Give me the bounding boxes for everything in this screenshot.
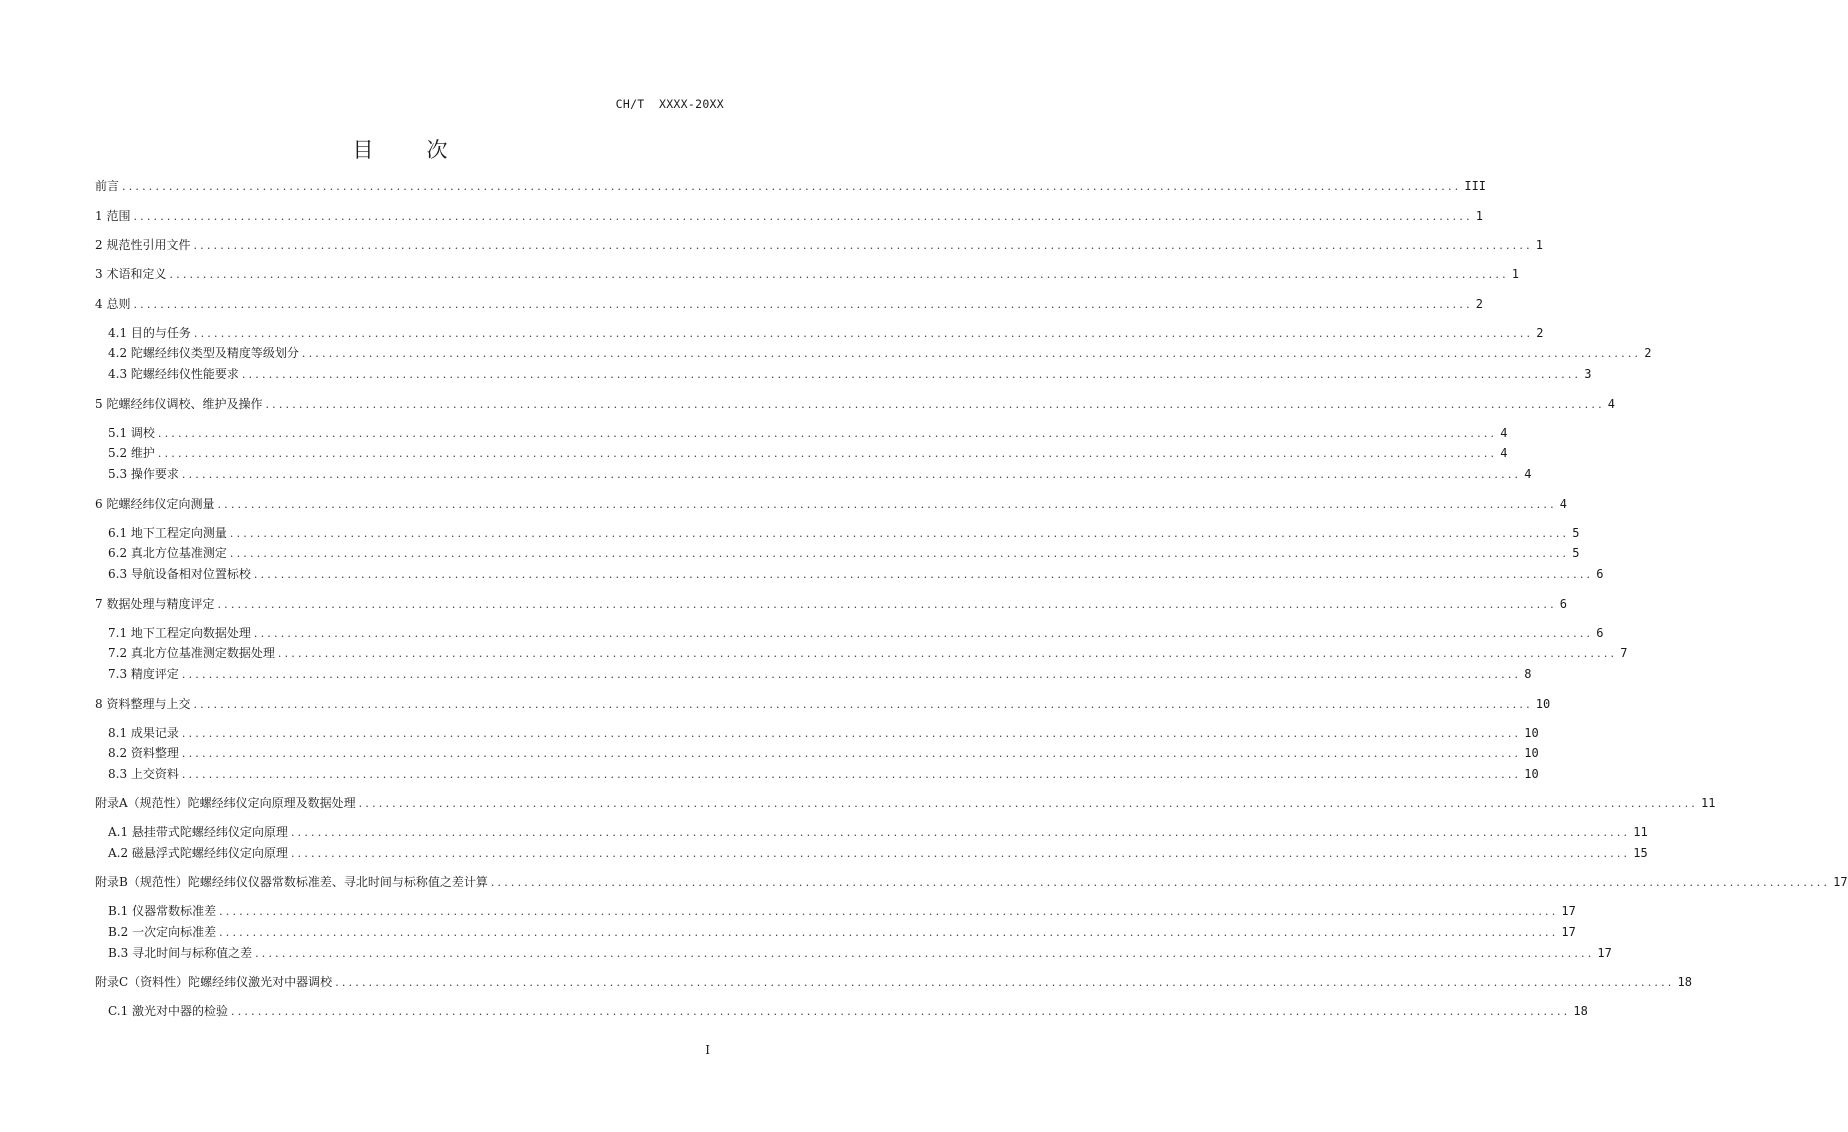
toc-dot-leader: ........................................................................................................................................................................................................ [217, 498, 1557, 511]
toc-dot-leader: ........................................................................................................................................................................................................ [217, 598, 1557, 611]
toc-entry-page: 4 [1524, 467, 1532, 481]
toc-entry-page: 2 [1644, 346, 1652, 360]
toc-entry[interactable] [108, 444, 1508, 462]
toc-entry[interactable] [108, 644, 1628, 662]
toc-entry-page: 18 [1677, 975, 1692, 989]
toc-dot-leader: ........................................................................................................................................................................................................ [231, 1005, 1571, 1018]
toc-entry-label: 附录A（规范性）陀螺经纬仪定向原理及数据处理 [95, 796, 356, 810]
toc-entry-label: B.3 寻北时间与标称值之差 [108, 946, 253, 960]
toc-entry-label: 5.3 操作要求 [108, 467, 179, 481]
toc-entry-page: 4 [1607, 397, 1616, 411]
toc-entry-label: 8.2 资料整理 [108, 746, 179, 760]
toc-entry[interactable] [108, 724, 1539, 742]
toc-entry-page: 4 [1500, 426, 1508, 440]
toc-entry[interactable] [108, 365, 1592, 383]
toc-entry-page: 4 [1500, 446, 1508, 460]
toc-entry-page: III [1464, 179, 1487, 193]
toc-entry-page: 10 [1524, 746, 1539, 760]
toc-entry[interactable] [95, 177, 1487, 195]
toc-dot-leader: ........................................................................................................................................................................................................ [157, 427, 1498, 440]
toc-entry[interactable] [95, 295, 1484, 313]
toc-dot-leader: ........................................................................................................................................................................................................ [181, 747, 1522, 760]
toc-entry-label: 7.3 精度评定 [108, 667, 179, 681]
toc-entry-label: A.1 悬挂带式陀螺经纬仪定向原理 [108, 825, 288, 839]
toc-entry[interactable] [108, 465, 1532, 483]
toc-dot-leader: ........................................................................................................................................................................................................ [290, 847, 1631, 860]
toc-entry-label: 4.2 陀螺经纬仪类型及精度等级划分 [108, 346, 299, 360]
toc-entry[interactable] [108, 944, 1612, 962]
toc-entry-page: 11 [1633, 825, 1648, 839]
toc-entry-page: 11 [1701, 796, 1716, 810]
toc-entry[interactable] [108, 923, 1576, 941]
header-code: CH/T XXXX-20XX [615, 97, 724, 111]
toc-dot-leader: ........................................................................................................................................................................................................ [229, 547, 1570, 560]
toc-entry[interactable] [108, 744, 1539, 762]
toc-entry[interactable] [108, 544, 1580, 562]
toc-entry-label: 6.1 地下工程定向测量 [108, 526, 227, 540]
toc-entry-page: 10 [1524, 767, 1539, 781]
toc-entry-page: 17 [1561, 925, 1576, 939]
toc-dot-leader: ........................................................................................................................................................................................................ [169, 268, 1509, 281]
toc-entry[interactable] [95, 207, 1484, 225]
toc-dot-leader: ........................................................................................................................................................................................................ [133, 210, 1473, 223]
toc-entry-page: 15 [1633, 846, 1648, 860]
toc-entry[interactable] [95, 395, 1616, 413]
toc-entry[interactable] [95, 595, 1568, 613]
toc-dot-leader: ........................................................................................................................................................................................................ [253, 627, 1594, 640]
toc-entry-page: 6 [1596, 567, 1604, 581]
toc-entry[interactable] [95, 236, 1544, 254]
toc-entry[interactable] [108, 324, 1544, 342]
toc-dot-leader: ........................................................................................................................................................................................................ [255, 947, 1595, 960]
toc-entry-page: 17 [1597, 946, 1612, 960]
toc-dot-leader: ........................................................................................................................................................................................................ [490, 876, 1831, 889]
toc-entry-label: 6.3 导航设备相对位置标校 [108, 567, 251, 581]
toc-dot-leader: ........................................................................................................................................................................................................ [358, 797, 1698, 810]
toc-dot-leader: ........................................................................................................................................................................................................ [181, 468, 1522, 481]
toc-entry-label: 8.1 成果记录 [108, 726, 179, 740]
toc-entry[interactable] [108, 565, 1604, 583]
toc-entry-label: 5 陀螺经纬仪调校、维护及操作 [95, 397, 263, 411]
toc-dot-leader: ........................................................................................................................................................................................................ [122, 180, 1462, 193]
toc-entry-label: 附录C（资料性）陀螺经纬仪激光对中器调校 [95, 975, 333, 989]
toc-entry-page: 18 [1573, 1004, 1588, 1018]
page-number: I [705, 1043, 710, 1057]
toc-dot-leader: ........................................................................................................................................................................................................ [193, 698, 1533, 711]
toc-dot-leader: ........................................................................................................................................................................................................ [181, 768, 1522, 781]
toc-entry-label: 6 陀螺经纬仪定向测量 [95, 497, 215, 511]
toc-dot-leader: ........................................................................................................................................................................................................ [181, 727, 1522, 740]
toc-entry-label: A.2 磁悬浮式陀螺经纬仪定向原理 [108, 846, 288, 860]
toc-entry[interactable] [108, 765, 1539, 783]
toc-entry[interactable] [108, 665, 1532, 683]
toc-entry-page: 8 [1524, 667, 1532, 681]
toc-entry-page: 3 [1584, 367, 1592, 381]
toc-entry-label: 1 范围 [95, 209, 131, 223]
toc-entry-label: 8 资料整理与上交 [95, 697, 191, 711]
toc-dot-leader: ........................................................................................................................................................................................................ [157, 447, 1498, 460]
toc-dot-leader: ........................................................................................................................................................................................................ [229, 527, 1570, 540]
toc-entry[interactable] [108, 1002, 1588, 1020]
toc-dot-leader: ........................................................................................................................................................................................................ [219, 926, 1559, 939]
toc-entry-page: 6 [1596, 626, 1604, 640]
toc-dot-leader: ........................................................................................................................................................................................................ [219, 905, 1559, 918]
toc-entry[interactable] [95, 495, 1568, 513]
toc-dot-leader: ........................................................................................................................................................................................................ [133, 298, 1473, 311]
toc-dot-leader: ........................................................................................................................................................................................................ [301, 347, 1642, 360]
toc-entry-label: 4.1 目的与任务 [108, 326, 191, 340]
toc-entry-label: 5.2 维护 [108, 446, 155, 460]
toc-dot-leader: ........................................................................................................................................................................................................ [277, 647, 1618, 660]
toc-entry-label: 4.3 陀螺经纬仪性能要求 [108, 367, 239, 381]
toc-dot-leader: ........................................................................................................................................................................................................ [290, 826, 1631, 839]
toc-entry[interactable] [95, 265, 1520, 283]
toc-entry-page: 6 [1559, 597, 1568, 611]
toc-dot-leader: ........................................................................................................................................................................................................ [193, 327, 1534, 340]
toc-entry-label: 4 总则 [95, 297, 131, 311]
toc-entry[interactable] [108, 344, 1652, 362]
toc-entry-label: 5.1 调校 [108, 426, 155, 440]
toc-entry-label: 7 数据处理与精度评定 [95, 597, 215, 611]
toc-entry[interactable] [108, 524, 1580, 542]
toc-entry-label: 2 规范性引用文件 [95, 238, 191, 252]
toc-entry-label: 7.2 真北方位基准测定数据处理 [108, 646, 275, 660]
toc-entry-page: 1 [1475, 209, 1484, 223]
toc-entry[interactable] [95, 973, 1692, 991]
toc-entry-label: 6.2 真北方位基准测定 [108, 546, 227, 560]
toc-entry-page: 5 [1572, 546, 1580, 560]
toc-entry-label: 前言 [95, 179, 120, 193]
toc-entry-page: 17 [1833, 875, 1848, 889]
toc-entry-page: 17 [1561, 904, 1576, 918]
toc-entry-label: 7.1 地下工程定向数据处理 [108, 626, 251, 640]
toc-entry-page: 5 [1572, 526, 1580, 540]
toc-entry[interactable] [108, 844, 1648, 862]
toc-entry[interactable] [108, 424, 1508, 442]
page-title: 目 次 [352, 138, 464, 162]
toc-dot-leader: ........................................................................................................................................................................................................ [181, 668, 1522, 681]
toc-entry-page: 10 [1535, 697, 1551, 711]
toc-entry-page: 4 [1559, 497, 1568, 511]
toc-dot-leader: ........................................................................................................................................................................................................ [241, 368, 1582, 381]
toc-dot-leader: ........................................................................................................................................................................................................ [193, 239, 1533, 252]
toc-entry[interactable] [108, 902, 1576, 920]
toc-entry-label: 8.3 上交资料 [108, 767, 179, 781]
toc-dot-leader: ........................................................................................................................................................................................................ [253, 568, 1594, 581]
toc-entry[interactable] [108, 624, 1604, 642]
toc-entry-label: C.1 激光对中器的检验 [108, 1004, 229, 1018]
toc-entry-label: 附录B（规范性）陀螺经纬仪仪器常数标准差、寻北时间与标称值之差计算 [95, 875, 488, 889]
toc-entry-page: 7 [1620, 646, 1628, 660]
toc-entry-page: 1 [1535, 238, 1544, 252]
toc-entry[interactable] [95, 695, 1551, 713]
toc-entry-label: 3 术语和定义 [95, 267, 167, 281]
toc-entry-page: 10 [1524, 726, 1539, 740]
toc-entry[interactable] [95, 873, 1848, 891]
toc-entry[interactable] [108, 823, 1648, 841]
toc-dot-leader: ........................................................................................................................................................................................................ [335, 976, 1675, 989]
toc-entry-page: 2 [1536, 326, 1544, 340]
toc-dot-leader: ........................................................................................................................................................................................................ [265, 398, 1605, 411]
toc-entry-label: B.2 一次定向标准差 [108, 925, 217, 939]
toc-entry[interactable] [95, 794, 1716, 812]
toc-entry-label: B.1 仪器常数标准差 [108, 904, 217, 918]
toc-entry-page: 1 [1511, 267, 1520, 281]
toc-entry-page: 2 [1475, 297, 1484, 311]
